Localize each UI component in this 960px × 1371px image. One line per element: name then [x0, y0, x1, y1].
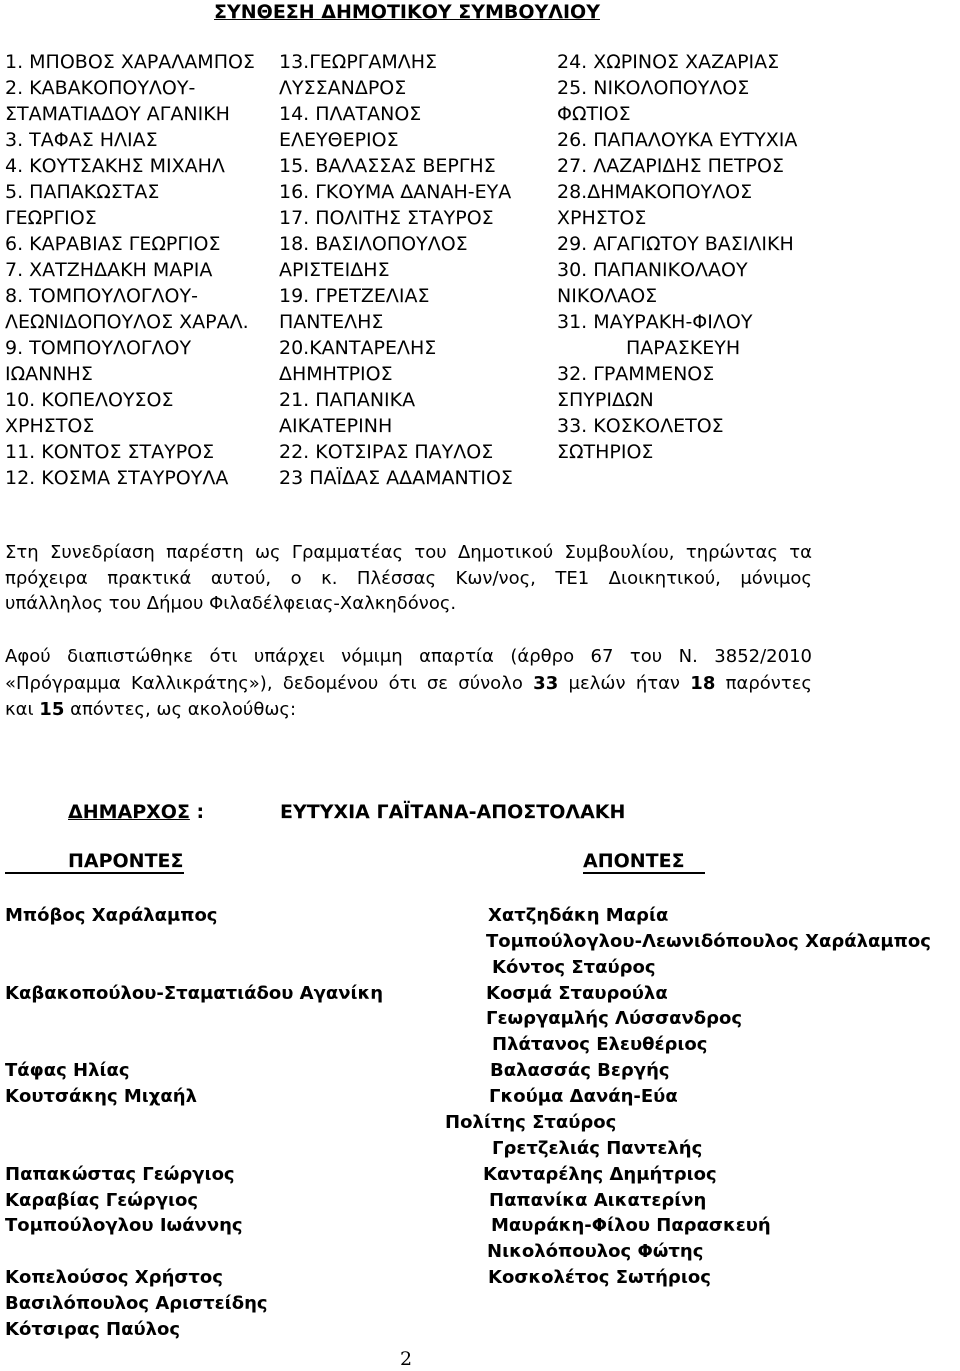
paragraph-text: και	[5, 699, 40, 720]
paragraph-line	[5, 697, 812, 724]
absent-member: Παπανίκα Αικατερίνη	[489, 1190, 707, 1211]
council-line: ΣΠΥΡΙΔΩΝ	[557, 389, 654, 411]
council-line: 14. ΠΛΑΤΑΝΟΣ	[279, 103, 422, 125]
absent-member: Κόντος Σταύρος	[492, 957, 656, 978]
council-line: 30. ΠΑΠΑΝΙΚΟΛΑΟΥ	[557, 259, 748, 281]
council-line: 28.ΔΗΜΑΚΟΠΟΥΛΟΣ	[557, 181, 753, 203]
paragraph-line	[5, 671, 812, 698]
absent-member: Γκούμα Δανάη-Εύα	[489, 1086, 678, 1107]
absent-member: Τομπούλογλου-Λεωνιδόπουλος Χαράλαμπος	[486, 931, 931, 952]
council-line: 25. ΝΙΚΟΛΟΠΟΥΛΟΣ	[557, 77, 750, 99]
council-column-2	[279, 49, 513, 491]
mayor-name: ΕΥΤΥΧΙΑ ΓΑΪΤΑΝΑ-ΑΠΟΣΤΟΛΑΚΗ	[280, 801, 626, 823]
council-line: 7. ΧΑΤΖΗΔΑΚΗ ΜΑΡΙΑ	[5, 259, 213, 281]
page-title	[0, 0, 814, 24]
secretary-paragraph	[5, 540, 812, 617]
council-line: 29. ΑΓΑΓΙΩΤΟΥ ΒΑΣΙΛΙΚΗ	[557, 233, 794, 255]
paragraph-line: Αφού διαπιστώθηκε ότι υπάρχει νόμιμη απαρτία (άρθρο 67 του Ν. 3852/2010	[5, 646, 812, 667]
present-member: Τάφας Ηλίας	[5, 1060, 130, 1081]
council-line: 4. ΚΟΥΤΣΑΚΗΣ ΜΙΧΑΗΛ	[5, 155, 225, 177]
council-line: 9. ΤΟΜΠΟΥΛΟΓΛΟΥ	[5, 337, 192, 359]
present-member: Καβακοπούλου-Σταματιάδου Αγανίκη	[5, 983, 384, 1004]
quorum-paragraph	[5, 644, 812, 724]
council-line: ΓΕΩΡΓΙΟΣ	[5, 207, 97, 229]
absent-heading: ΑΠΟΝΤΕΣ	[583, 850, 705, 874]
council-line: 23 ΠΑΪΔΑΣ ΑΔΑΜΑΝΤΙΟΣ	[279, 467, 513, 489]
council-line: ΧΡΗΣΤΟΣ	[557, 207, 647, 229]
council-line: ΠΑΝΤΕΛΗΣ	[279, 311, 384, 333]
council-line: ΣΩΤΗΡΙΟΣ	[557, 441, 654, 463]
mayor-label-colon: :	[189, 801, 205, 823]
absent-member: Χατζηδάκη Μαρία	[488, 905, 669, 926]
council-line: 33. ΚΟΣΚΟΛΕΤΟΣ	[557, 415, 724, 437]
council-line: 32. ΓΡΑΜΜΕΝΟΣ	[557, 363, 715, 385]
present-member: Κοπελούσος Χρήστος	[5, 1267, 223, 1288]
page-title-text: ΣΥΝΘΕΣΗ ΔΗΜΟΤΙΚΟΥ ΣΥΜΒΟΥΛΙΟΥ	[214, 1, 600, 23]
council-line: 31. ΜΑΥΡΑΚΗ-ΦΙΛΟΥ	[557, 311, 753, 333]
present-member: Παπακώστας Γεώργιος	[5, 1164, 235, 1185]
mayor-label-text: ΔΗΜΑΡΧΟΣ	[68, 801, 190, 823]
absent-count: 15	[39, 699, 65, 720]
present-member: Κουτσάκης Μιχαήλ	[5, 1086, 197, 1107]
council-line: 5. ΠΑΠΑΚΩΣΤΑΣ	[5, 181, 160, 203]
council-column-3	[557, 49, 797, 465]
council-line: 26. ΠΑΠΑΛΟΥΚΑ ΕΥΤΥΧΙΑ	[557, 129, 798, 151]
present-member: Τομπούλογλου Ιωάννης	[5, 1215, 243, 1236]
present-member: Βασιλόπουλος Αριστείδης	[5, 1293, 268, 1314]
council-line: 17. ΠΟΛΙΤΗΣ ΣΤΑΥΡΟΣ	[279, 207, 494, 229]
absent-member: Πολίτης Σταύρος	[445, 1112, 617, 1133]
page-number: 2	[400, 1348, 413, 1370]
council-line: ΔΗΜΗΤΡΙΟΣ	[279, 363, 393, 385]
paragraph-text: παρόντες	[715, 672, 812, 694]
present-member: Καραβίας Γεώργιος	[5, 1190, 199, 1211]
council-line: 1. ΜΠΟΒΟΣ ΧΑΡΑΛΑΜΠΟΣ	[5, 51, 255, 73]
present-member: Μπόβος Χαράλαμπος	[5, 905, 218, 926]
council-line: 3. ΤΑΦΑΣ ΗΛΙΑΣ	[5, 129, 158, 151]
present-count: 18	[690, 672, 716, 694]
council-line: ΛΥΣΣΑΝΔΡΟΣ	[279, 77, 407, 99]
council-line: 21. ΠΑΠΑΝΙΚΑ	[279, 389, 416, 411]
absent-member: Κανταρέλης Δημήτριος	[483, 1164, 717, 1185]
absent-member: Πλάτανος Ελευθέριος	[492, 1034, 708, 1055]
paragraph-text: μελών ήταν	[558, 672, 691, 694]
council-line: ΧΡΗΣΤΟΣ	[5, 415, 95, 437]
council-line: 16. ΓΚΟΥΜΑ ΔΑΝΑΗ-ΕΥΑ	[279, 181, 512, 203]
council-line: 2. ΚΑΒΑΚΟΠΟΥΛΟΥ-	[5, 77, 196, 99]
total-members-count: 33	[533, 672, 559, 694]
council-line: 8. ΤΟΜΠΟΥΛΟΓΛΟΥ-	[5, 285, 198, 307]
council-column-1	[5, 49, 255, 491]
council-line: 19. ΓΡΕΤΖΕΛΙΑΣ	[279, 285, 430, 307]
paragraph-line: Στη Συνεδρίαση παρέστη ως Γραμματέας του Δημοτικού Συμβουλίου, τηρώντας τα	[5, 542, 812, 563]
council-line: ΝΙΚΟΛΑΟΣ	[557, 285, 658, 307]
council-line: 15. ΒΑΛΑΣΣΑΣ ΒΕΡΓΗΣ	[279, 155, 496, 177]
council-line: 27. ΛΑΖΑΡΙΔΗΣ ΠΕΤΡΟΣ	[557, 155, 784, 177]
paragraph-line: πρόχειρα πρακτικά αυτού, ο κ. Πλέσσας Κων/νος, ΤΕ1 Διοικητικού, μόνιμος	[5, 567, 812, 589]
council-line: 13.ΓΕΩΡΓΑΜΛΗΣ	[279, 51, 438, 73]
council-line: ΑΡΙΣΤΕΙΔΗΣ	[279, 259, 390, 281]
absent-member: Κοσμά Σταυρούλα	[486, 983, 668, 1004]
present-heading: ΠΑΡΟΝΤΕΣ	[5, 850, 184, 874]
council-line: 11. ΚΟΝΤΟΣ ΣΤΑΥΡΟΣ	[5, 441, 215, 463]
council-line: 18. ΒΑΣΙΛΟΠΟΥΛΟΣ	[279, 233, 468, 255]
present-member: Κότσιρας Παύλος	[5, 1319, 181, 1340]
absent-member: Βαλασσάς Βεργής	[490, 1060, 670, 1081]
council-line: 20.ΚΑΝΤΑΡΕΛΗΣ	[279, 337, 437, 359]
council-line: ΣΤΑΜΑΤΙΑΔΟΥ ΑΓΑΝΙΚΗ	[5, 103, 230, 125]
absent-member: Γεωργαμλής Λύσσανδρος	[486, 1008, 743, 1029]
paragraph-line: υπάλληλος του Δήμου Φιλαδέλφειας-Χαλκηδόνος.	[5, 593, 457, 614]
council-line: ΑΙΚΑΤΕΡΙΝΗ	[279, 415, 393, 437]
absent-member: Νικολόπουλος Φώτης	[487, 1241, 704, 1262]
absent-member: Κοσκολέτος Σωτήριος	[488, 1267, 711, 1288]
council-line: 10. ΚΟΠΕΛΟΥΣΟΣ	[5, 389, 174, 411]
council-line: 22. ΚΟΤΣΙΡΑΣ ΠΑΥΛΟΣ	[279, 441, 494, 463]
absent-member: Γρετζελιάς Παντελής	[492, 1138, 703, 1159]
paragraph-text: «Πρόγραμμα Καλλικράτης»), δεδομένου ότι σε σύνολο	[5, 672, 534, 694]
council-line: 24. ΧΩΡΙΝΟΣ ΧΑΖΑΡΙΑΣ	[557, 51, 780, 73]
council-line: ΦΩΤΙΟΣ	[557, 103, 631, 125]
council-line: ΠΑΡΑΣΚΕΥΗ	[626, 337, 741, 359]
council-line: ΙΩΑΝΝΗΣ	[5, 363, 93, 385]
council-line: ΛΕΩΝΙΔΟΠΟΥΛΟΣ ΧΑΡΑΛ.	[5, 311, 249, 333]
council-line: ΕΛΕΥΘΕΡΙΟΣ	[279, 129, 399, 151]
absent-member: Μαυράκη-Φίλου Παρασκευή	[491, 1215, 771, 1236]
mayor-label	[68, 799, 204, 825]
paragraph-text: απόντες, ως ακολούθως:	[64, 699, 297, 720]
council-line: 12. ΚΟΣΜΑ ΣΤΑΥΡΟΥΛΑ	[5, 467, 229, 489]
council-line: 6. ΚΑΡΑΒΙΑΣ ΓΕΩΡΓΙΟΣ	[5, 233, 221, 255]
